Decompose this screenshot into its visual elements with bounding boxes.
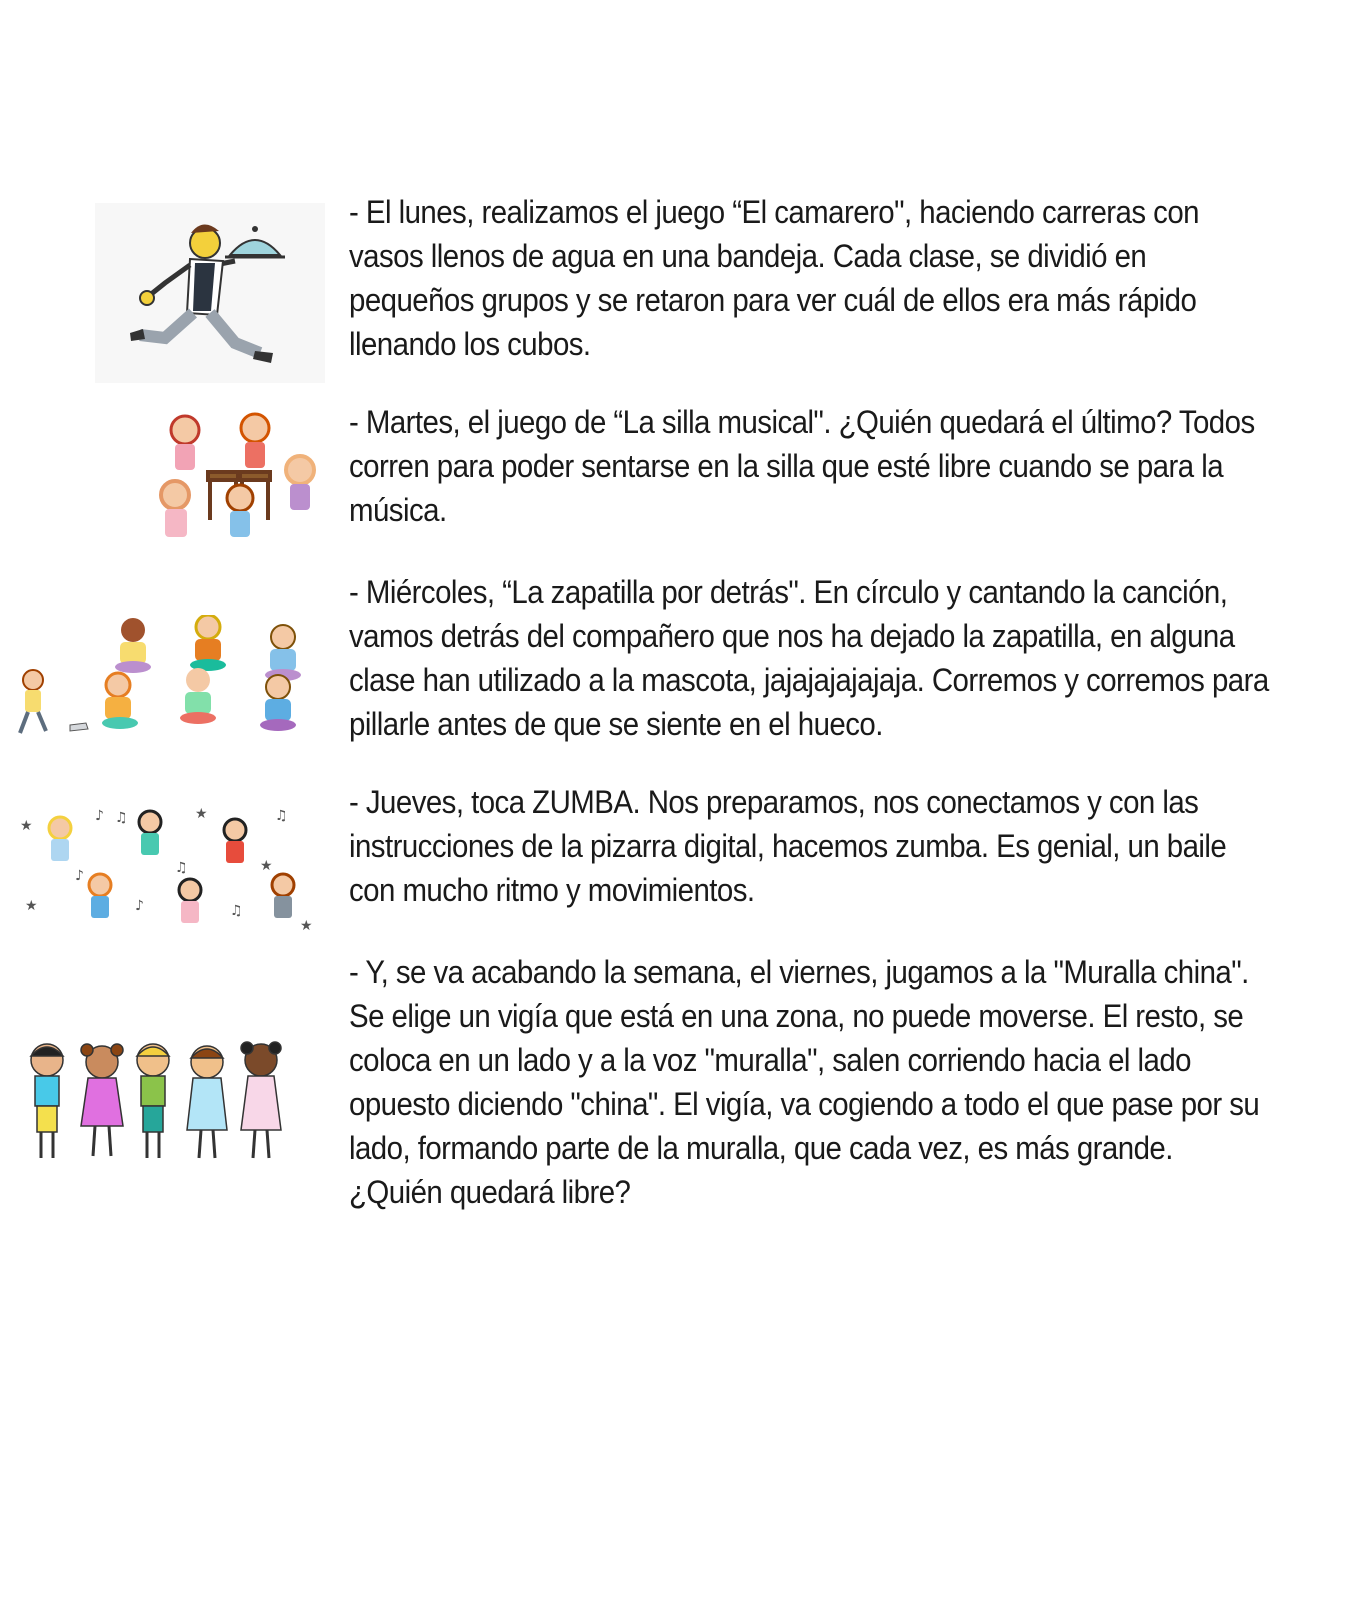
svg-text:★: ★ — [195, 806, 208, 822]
activity-monday-text: - El lunes, realizamos el juego “El camarero", haciendo carreras con vasos llenos de agua en una bandeja. Cada clase, se dividió en pequeños grupos y se retaron para ver cuál de ellos era más rápido llenando los cubos. — [349, 194, 1199, 362]
svg-text:♪: ♪ — [95, 808, 104, 824]
activity-wednesday-text: - Miércoles, “La zapatilla por detrás". En círculo y cantando la canción, vamos detrás del compañero que nos ha dejado la zapatilla, en alguna clase han utilizado a la mascota, jajajajajajaja. Corremos y corremos para pillarle antes de que se siente en el hueco. — [349, 574, 1269, 742]
svg-text:★: ★ — [260, 858, 273, 874]
svg-text:♪: ♪ — [75, 868, 84, 884]
svg-text:★: ★ — [20, 818, 33, 834]
svg-text:♫: ♫ — [230, 903, 243, 919]
activity-friday-text: - Y, se va acabando la semana, el viernes, jugamos a la "Muralla china". Se elige un vigía que está en una zona, no puede moverse. El resto, se coloca en un lado y a la voz "muralla", salen corriendo hacia el lado opuesto diciendo "china". El vigía, va cogiendo a todo el que pase por su lado, formando parte de la muralla, que cada vez, es más grande. ¿Quién quedará libre? — [349, 954, 1260, 1210]
svg-text:♫: ♫ — [275, 808, 288, 824]
svg-text:★: ★ — [300, 918, 313, 934]
children-holding-hands-illustration — [5, 1030, 295, 1180]
svg-text:★: ★ — [25, 898, 38, 914]
svg-text:♫: ♫ — [115, 810, 128, 826]
activity-tuesday-text: - Martes, el juego de “La silla musical". ¿Quién quedará el último? Todos corren para poder sentarse en la silla que esté libre cuando se para la música. — [349, 404, 1255, 528]
duck-duck-goose-illustration — [8, 615, 318, 755]
zumba-dance-illustration — [15, 800, 325, 955]
svg-text:♫: ♫ — [175, 860, 188, 876]
running-waiter-illustration — [95, 203, 325, 383]
svg-text:♪: ♪ — [135, 898, 144, 914]
musical-chairs-illustration — [150, 410, 330, 560]
activity-thursday-text: - Jueves, toca ZUMBA. Nos preparamos, nos conectamos y con las instrucciones de la pizarra digital, hacemos zumba. Es genial, un baile con mucho ritmo y movimientos. — [349, 784, 1227, 908]
